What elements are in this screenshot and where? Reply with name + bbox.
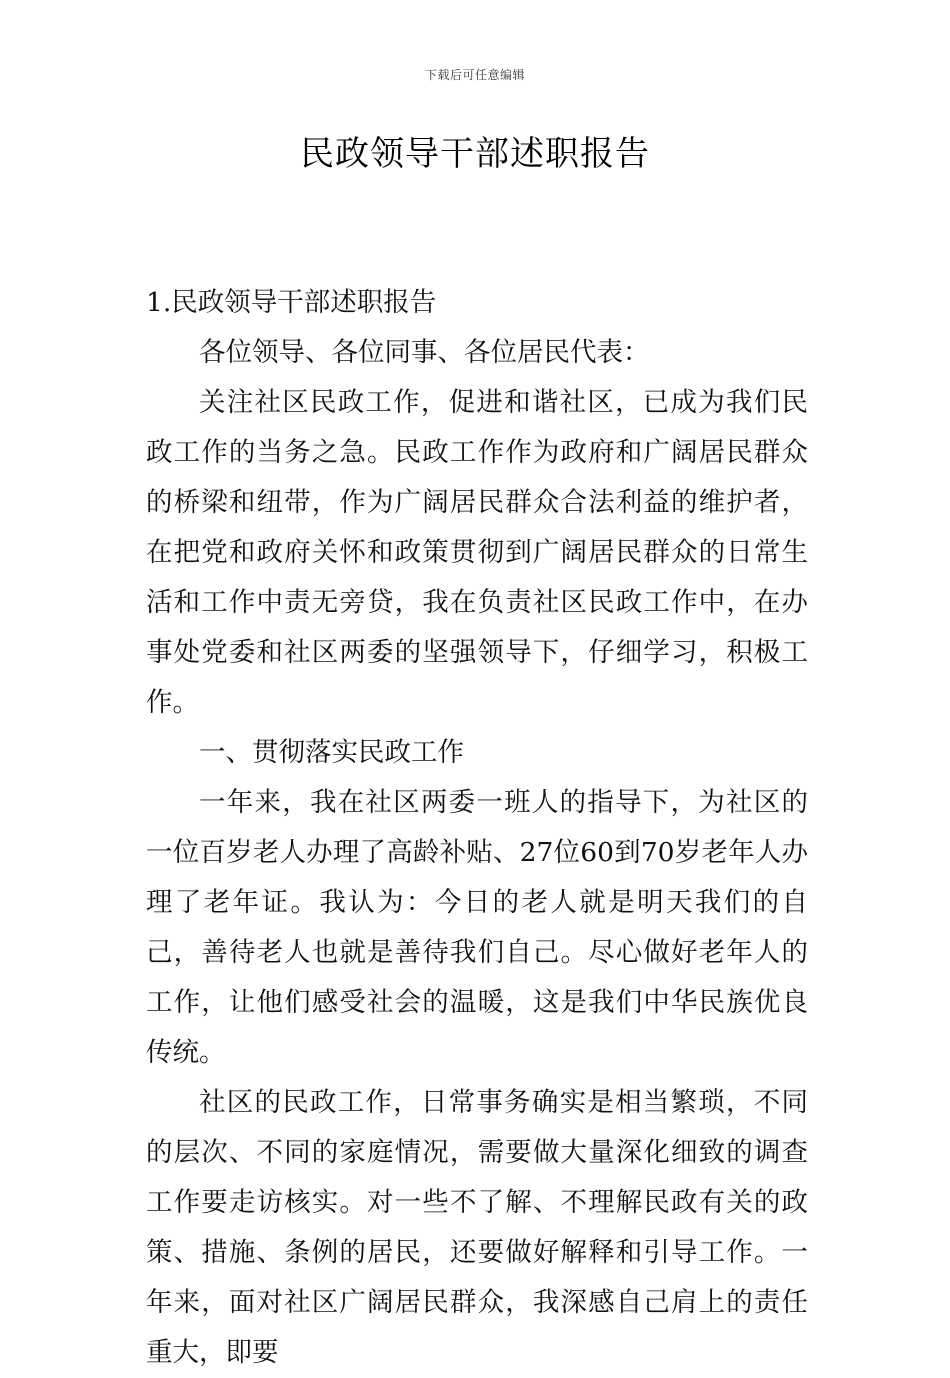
header-note: 下载后可任意编辑 [424,68,525,82]
document-title: 民政领导干部述职报告 [300,134,650,174]
paragraph-intro: 关注社区民政工作，促进和谐社区，已成为我们民政工作的当务之急。民政工作作为政府和广阔居民群众的桥梁和纽带，作为广阔居民群众合法利益的维护者，在把党和政府关怀和政策贯彻到广阔居民群众的日常生活和工作中责无旁贷，我在负责社区民政工作中，在办事处党委和社区两委的坚强领导下，仔细学习，积极工作。 [146,387,808,718]
salutation: 各位领导、各位同事、各位居民代表： [199,337,650,368]
section-heading: 1.民政领导干部述职报告 [146,287,437,318]
subheading-implementation: 一、贯彻落实民政工作 [199,737,464,768]
paragraph-daily-affairs: 社区的民政工作，日常事务确实是相当繁琐，不同的层次、不同的家庭情况，需要做大量深化细致的调查工作要走访核实。对一些不了解、不理解民政有关的政策、措施、条例的居民，还要做好解释和引导工作。一年来，面对社区广阔居民群众，我深感自己肩上的责任重大，即要 [146,1087,808,1368]
paragraph-elderly-services: 一年来，我在社区两委一班人的指导下，为社区的一位百岁老人办理了高龄补贴、27位60到70岁老年人办理了老年证。我认为：今日的老人就是明天我们的自己，善待老人也就是善待我们自己。尽心做好老年人的工作，让他们感受社会的温暖，这是我们中华民族优良传统。 [146,787,808,1068]
document-body [146,278,808,1378]
